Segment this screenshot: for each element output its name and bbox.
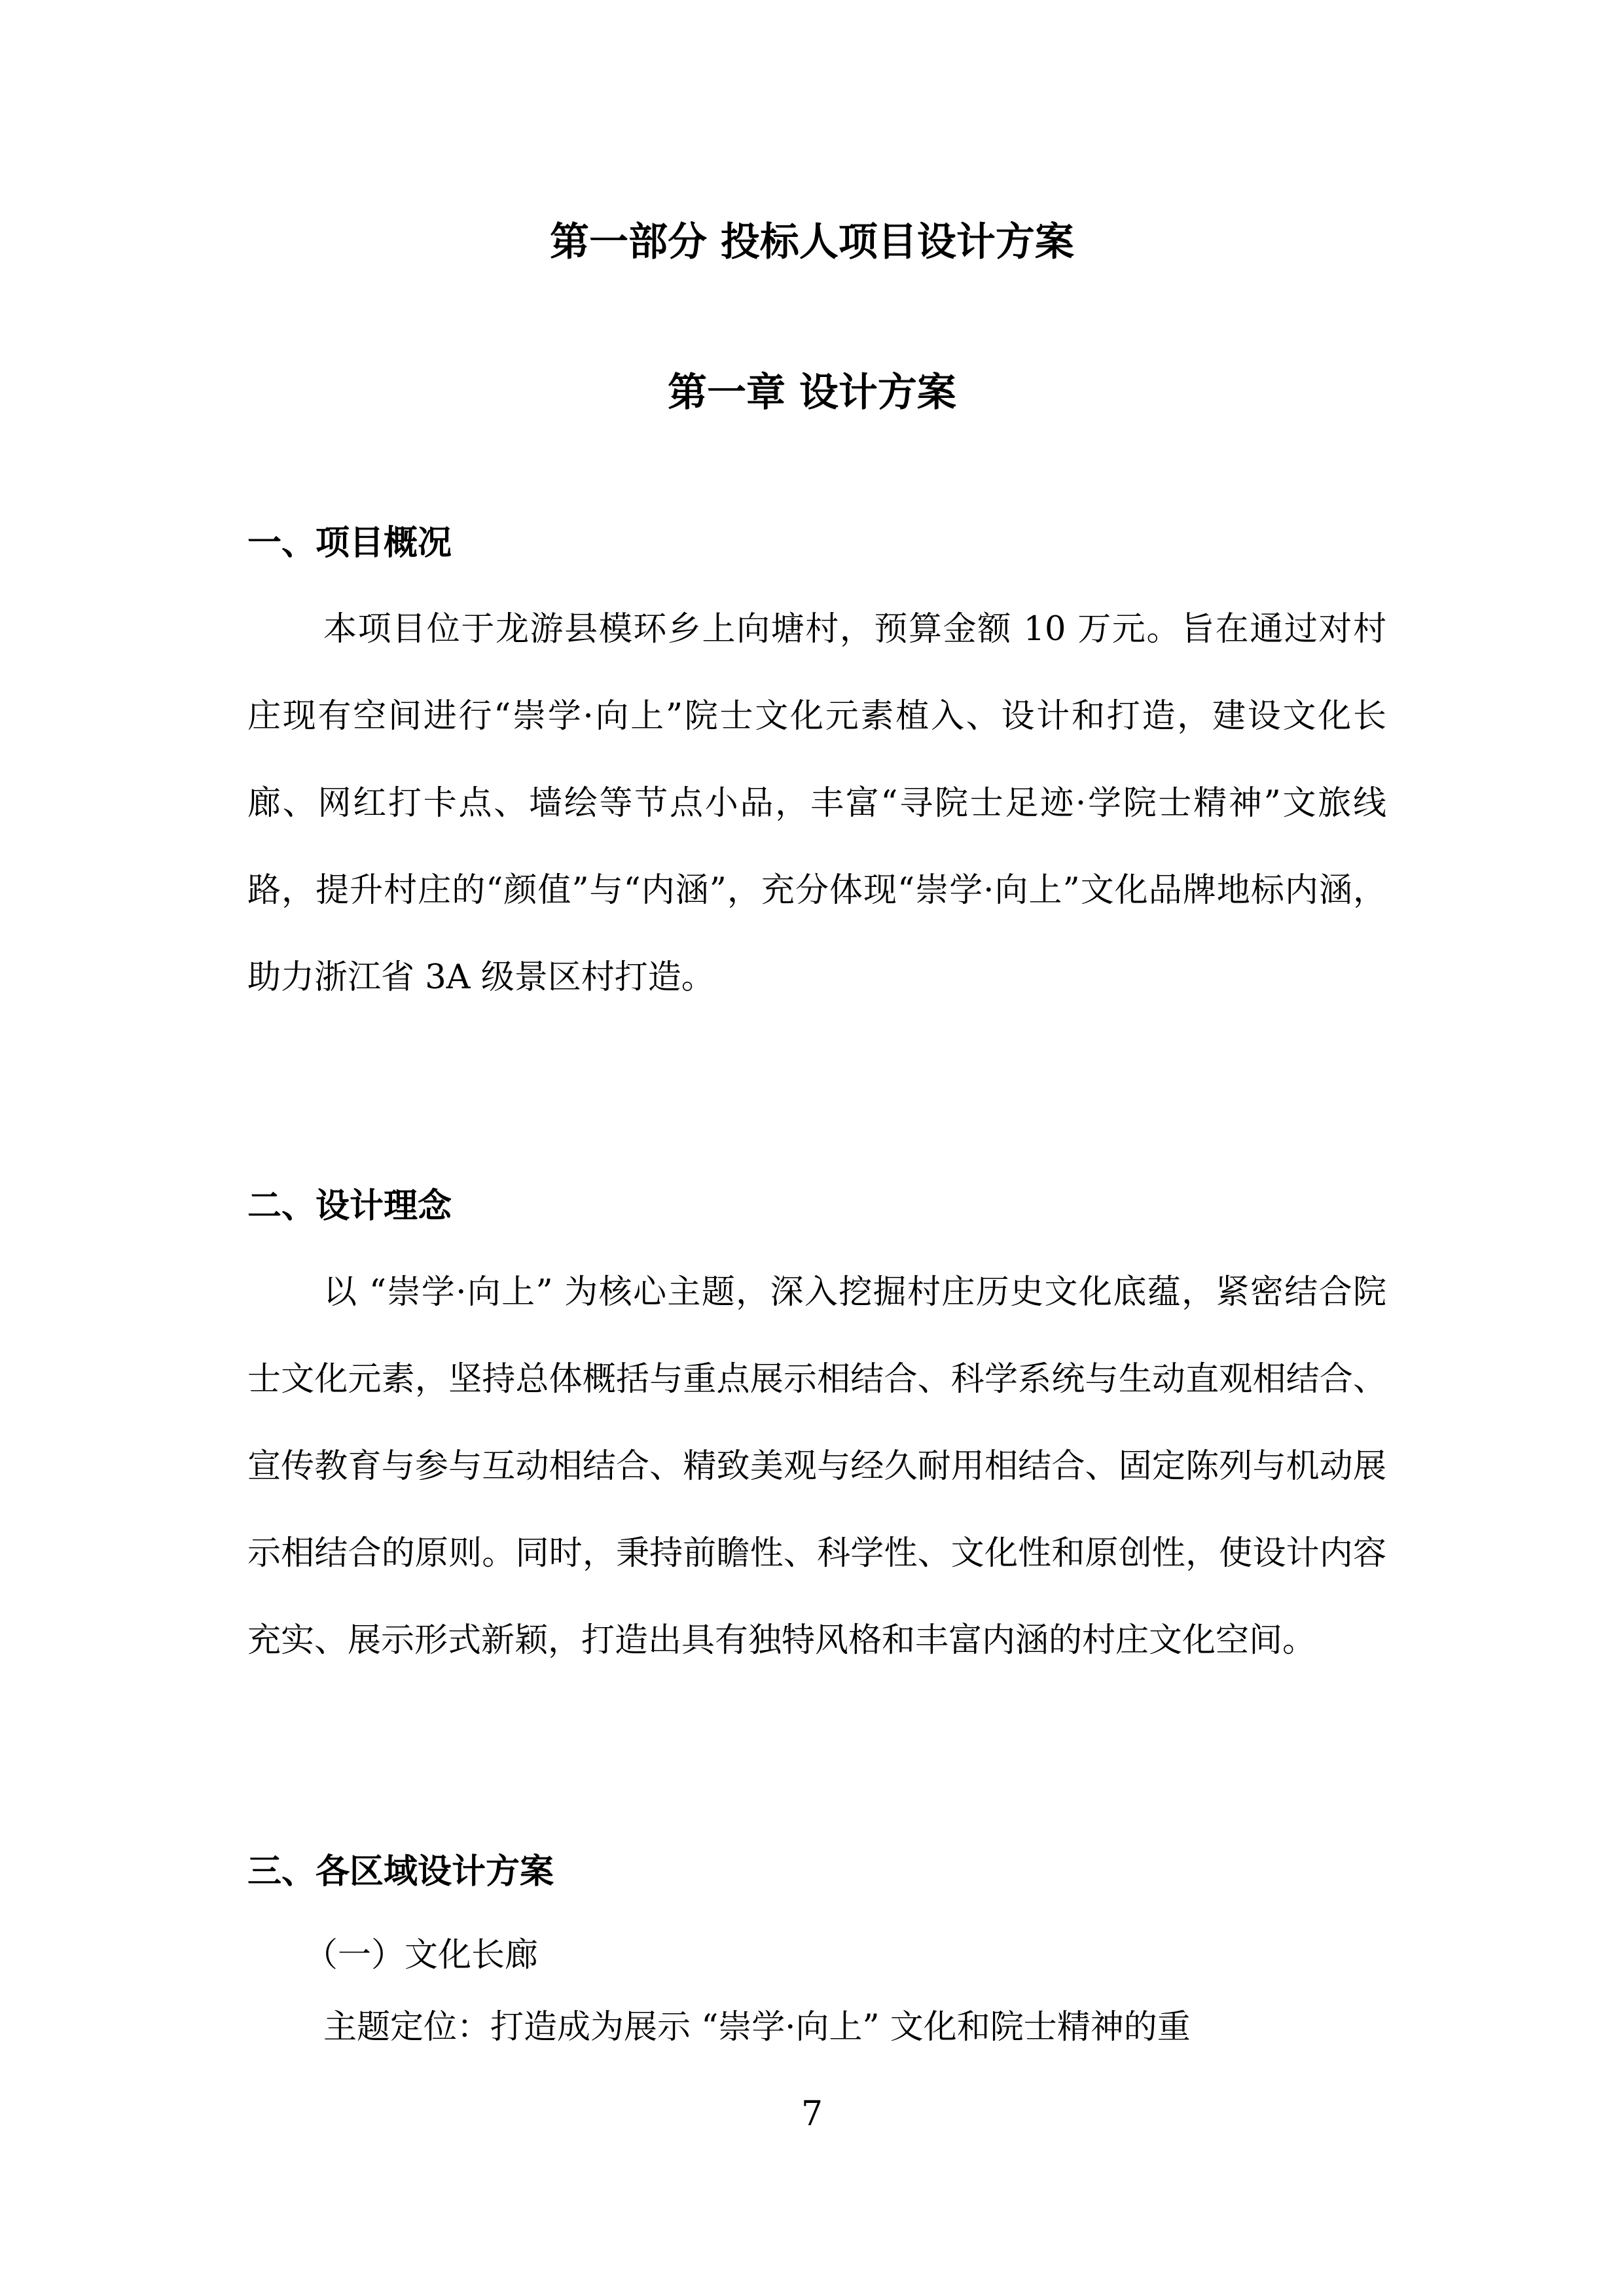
culture-corridor-paragraph: 主题定位：打造成为展示 “崇学·向上” 文化和院士精神的重 [323, 2008, 1191, 2047]
project-overview-paragraph: 本项目位于龙游县模环乡上向塘村，预算金额 10 万元。旨在通过对村庄现有空间进行“崇学·向上”院士文化元素植入、设计和打造，建设文化长廊、网红打卡点、墙绘等节点小品，丰富“寻院士足迹·学院士精神”文旅线路，提升村庄的“颜值”与“内涵”，充分体现“崇学·向上”文化品牌地标内涵，助力浙江省 3A 级景区村打造。 [247, 610, 1386, 997]
section-heading-project-overview: 一、项目概况 [247, 524, 452, 563]
chapter-title: 第一章 设计方案 [668, 370, 956, 416]
subsection-heading-culture-corridor: （一）文化长廊 [304, 1936, 539, 1975]
section-heading-area-design: 三、各区域设计方案 [247, 1852, 554, 1892]
part-title: 第一部分 投标人项目设计方案 [550, 219, 1074, 265]
page-number: 7 [801, 2094, 823, 2134]
design-concept-paragraph: 以 “崇学·向上” 为核心主题，深入挖掘村庄历史文化底蕴，紧密结合院士文化元素，坚持总体概括与重点展示相结合、科学系统与生动直观相结合、宣传教育与参与互动相结合、精致美观与经久耐用相结合、固定陈列与机动展示相结合的原则。同时，秉持前瞻性、科学性、文化性和原创性，使设计内容充实、展示形式新颖，打造出具有独特风格和丰富内涵的村庄文化空间。 [247, 1273, 1386, 1660]
section-heading-design-concept: 二、设计理念 [247, 1187, 452, 1226]
